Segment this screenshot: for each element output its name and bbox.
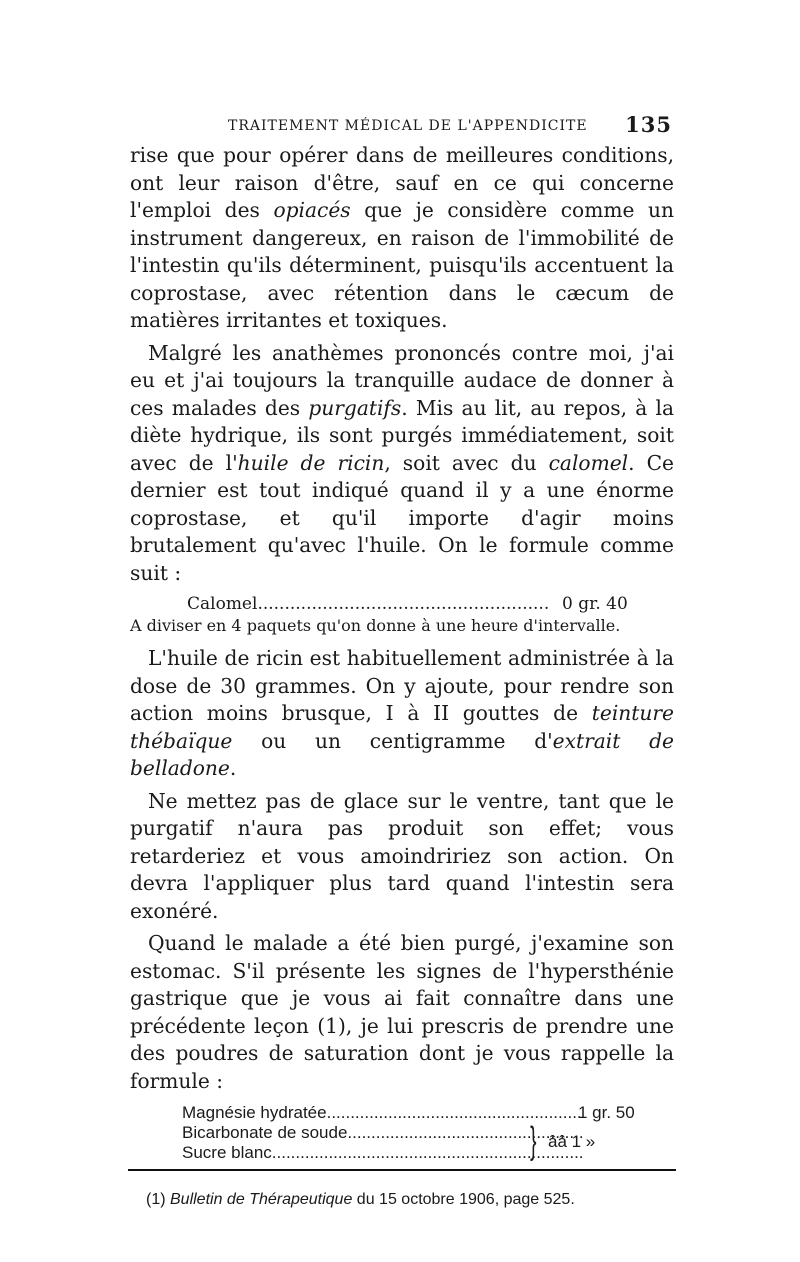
formula-row bbox=[130, 1143, 582, 1163]
italic-term: huile de ricin bbox=[237, 450, 385, 475]
footnote-journal: Bulletin de Thérapeutique bbox=[170, 1191, 353, 1208]
page bbox=[130, 112, 674, 1209]
text-run: , soit avec du bbox=[384, 450, 549, 475]
leader-dots bbox=[347, 1123, 582, 1143]
italic-term: teinture thébaïque bbox=[130, 701, 674, 753]
paragraph-5 bbox=[130, 930, 674, 1095]
recipe-name: Calomel bbox=[187, 594, 258, 614]
text-run: Malgré les anathèmes prononcés contre moi, j'ai eu et j'ai toujours la tranquille audace de donner à ces malades des bbox=[130, 340, 674, 420]
page-number: 135 bbox=[625, 112, 672, 137]
text-run: Ne mettez pas de glace sur le ventre, tant que le purgatif n'aura pas produit son effet; vous retarderiez et vous amoindririez son action. On devra l'appliquer plus tard quand l'intestin sera exonéré. bbox=[130, 788, 674, 923]
formula-row bbox=[130, 1123, 582, 1143]
running-head bbox=[130, 112, 674, 142]
paragraph-3 bbox=[130, 645, 674, 783]
body-text bbox=[130, 142, 674, 1095]
paragraph-2 bbox=[130, 340, 674, 588]
formula-ingredient: Sucre blanc bbox=[182, 1143, 272, 1162]
paragraph-4 bbox=[130, 788, 674, 926]
footnote-marker: (1) bbox=[146, 1191, 170, 1208]
footnote-separator bbox=[130, 1169, 674, 1173]
text-run: rise que pour opérer dans de meilleures conditions, ont leur raison d'être, sauf en ce qui concerne l'emploi des bbox=[130, 143, 674, 222]
leader-dots bbox=[257, 593, 550, 615]
text-run: ou un centigramme d' bbox=[232, 728, 553, 753]
leader-dots bbox=[327, 1103, 582, 1123]
brace-glyph: } bbox=[530, 1120, 537, 1162]
text-run: L'huile de ricin est habituellement administrée à la dose de 30 grammes. On y ajoute, pour rendre son action moins brusque, I à II gouttes de bbox=[130, 646, 674, 725]
footnote bbox=[130, 1191, 674, 1209]
formula-dose: 1 gr. 50 bbox=[578, 1103, 635, 1122]
text-run: . Mis au lit, au repos, à la diète hydrique, ils sont purgés immédiatement, soit avec de l' bbox=[130, 395, 674, 475]
italic-term: calomel bbox=[548, 450, 629, 475]
recipe-line bbox=[130, 593, 674, 615]
text-run: Quand le malade a été bien purgé, j'examine son estomac. S'il présente les signes de l'hypersthénie gastrique que je vous ai fait connaître dans une précédente leçon (1), je lui prescris de prendre une des poudres de saturation dont je vous rappelle la formule : bbox=[130, 931, 674, 1093]
calomel-recipe bbox=[130, 593, 674, 637]
paragraph-1 bbox=[130, 142, 674, 335]
saturation-formula bbox=[130, 1103, 674, 1163]
formula-ingredient: Bicarbonate de soude bbox=[182, 1123, 348, 1142]
formula-row bbox=[130, 1103, 582, 1123]
recipe-instruction: A diviser en 4 paquets qu'on donne à une heure d'intervalle. bbox=[130, 616, 621, 635]
text-run: . Ce dernier est tout indiqué quand il y a une énorme coprostase, et qu'il importe d'agir moins brutalement qu'avec l'huile. On le formule comme suit : bbox=[130, 450, 674, 585]
italic-term: opiacés bbox=[273, 198, 351, 222]
italic-term: purgatifs bbox=[308, 395, 402, 420]
recipe-dose: 0 gr. 40 bbox=[562, 594, 628, 614]
running-head-title: TRAITEMENT MÉDICAL DE L'APPENDICITE bbox=[228, 118, 588, 134]
formula-dose-aa: ââ 1 » bbox=[548, 1132, 596, 1151]
footnote-text: du 15 octobre 1906, page 525. bbox=[352, 1191, 575, 1208]
horizontal-rule bbox=[128, 1169, 676, 1171]
text-run: que je considère comme un instrument dangereux, en raison de l'immobilité de l'intestin qu'ils déterminent, puisqu'ils accentuent la coprostase, avec rétention dans le cæcum de matières irritantes et toxiques. bbox=[130, 198, 674, 332]
text-run: . bbox=[229, 756, 237, 780]
italic-term: extrait de belladone bbox=[130, 728, 674, 780]
formula-ingredient: Magnésie hydratée bbox=[182, 1103, 327, 1122]
